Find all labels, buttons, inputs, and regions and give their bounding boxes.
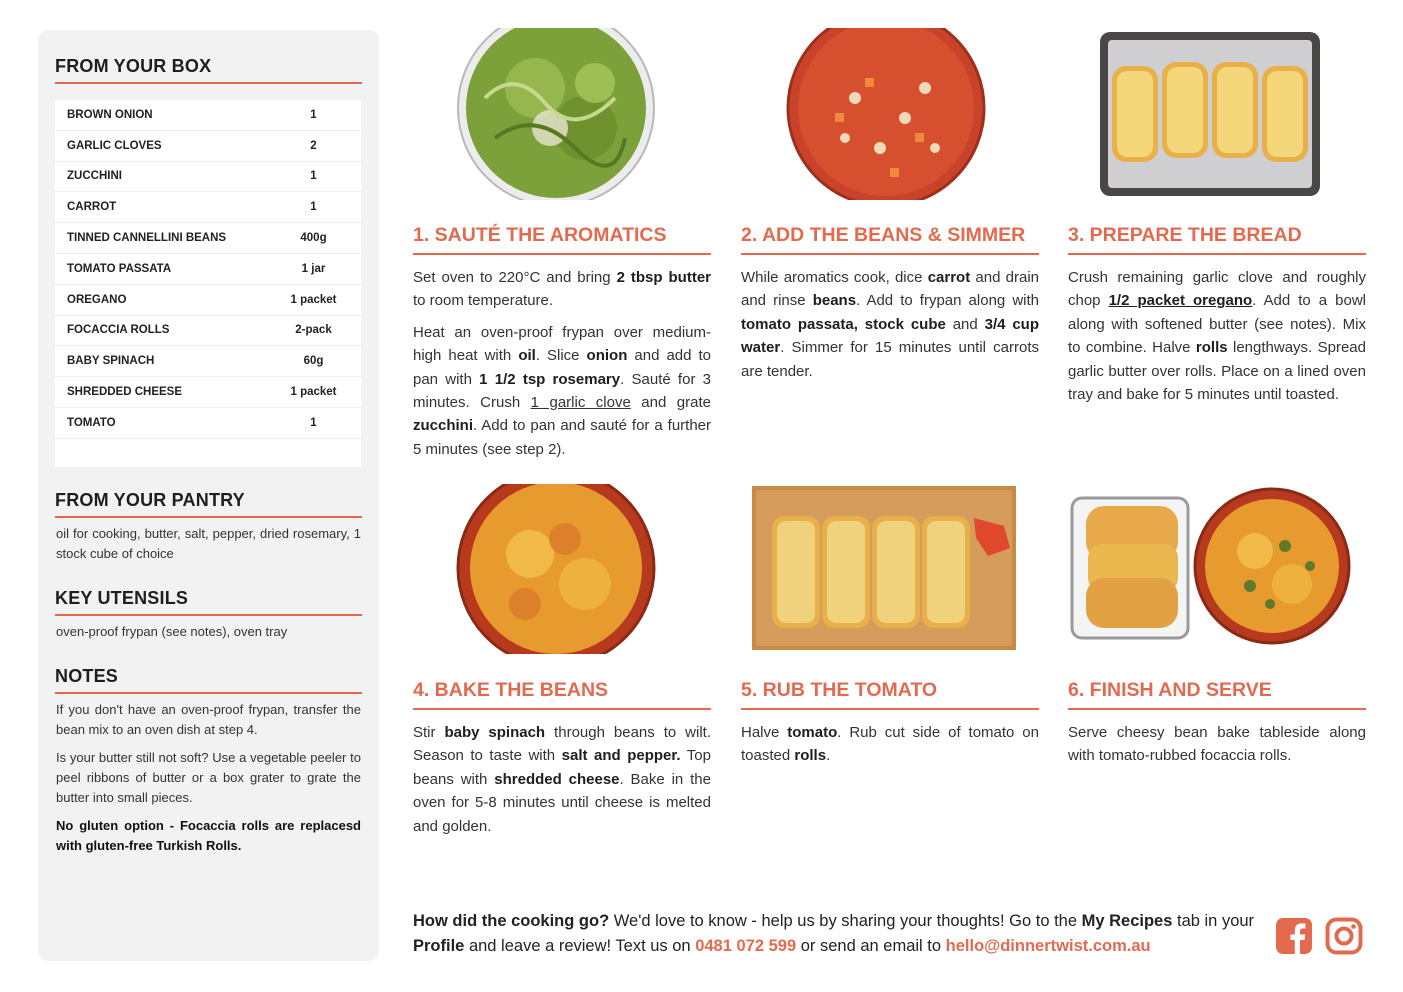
ingredient-qty: 2-pack (295, 324, 332, 337)
step-5-title: 5. RUB THE TOMATO (741, 679, 938, 701)
ingredient-name: TOMATO (67, 416, 116, 429)
ingredients-table (55, 100, 361, 467)
step-5-image (752, 486, 1016, 650)
ingredient-name: TOMATO PASSATA (67, 262, 172, 275)
ingredient-row (55, 346, 361, 377)
ingredient-name: BABY SPINACH (67, 355, 155, 368)
step-2-body: While aromatics cook, dice carrot and drain and rinse beans. Add to frypan along with tomato passata, stock cube and 3/4 cup water. Simmer for 15 minutes until carrots are tender. (741, 269, 1039, 380)
utensils-text: oven-proof frypan (see notes), oven tray (56, 624, 288, 639)
ingredient-name: TINNED CANNELLINI BEANS (67, 232, 227, 245)
ingredient-qty: 1 packet (290, 293, 337, 306)
step-3-rule (1068, 253, 1366, 255)
ingredient-name: OREGANO (67, 293, 127, 306)
ingredient-name: FOCACCIA ROLLS (67, 324, 170, 337)
ingredient-row (55, 408, 361, 439)
ingredient-qty: 1 (310, 416, 317, 429)
ingredient-qty: 1 (310, 108, 317, 121)
pantry-heading: FROM YOUR PANTRY (55, 490, 245, 510)
facebook-icon[interactable] (1275, 917, 1313, 955)
ingredient-row (55, 285, 361, 316)
ingredient-row (55, 254, 361, 285)
step-1-title: 1. SAUTÉ THE AROMATICS (413, 224, 667, 246)
ingredient-name: SHREDDED CHEESE (67, 386, 183, 399)
step-4-title: 4. BAKE THE BEANS (413, 679, 609, 701)
step-4-rule (413, 708, 711, 710)
ingredient-row (55, 131, 361, 162)
ingredient-name: GARLIC CLOVES (67, 139, 162, 152)
step-5-body: Halve tomato. Rub cut side of tomato on toasted rolls. (741, 724, 1039, 765)
ingredient-row (55, 316, 361, 347)
ingredient-row (55, 223, 361, 254)
pantry-text: oil for cooking, butter, salt, pepper, dried rosemary, 1 stock cube of choice (56, 526, 361, 561)
step-6-image (1070, 486, 1352, 648)
utensils-heading: KEY UTENSILS (55, 588, 189, 608)
step-4-image (455, 484, 657, 654)
ingredient-qty: 2 (310, 139, 317, 152)
pantry-heading-rule (55, 516, 362, 518)
box-heading-rule (55, 82, 362, 84)
utensils-heading-rule (55, 614, 362, 616)
step-6-title: 6. FINISH AND SERVE (1068, 679, 1272, 701)
step-2-rule (741, 253, 1039, 255)
step-1-body: Set oven to 220°C and bring 2 tbsp butter to room temperature. Heat an oven-proof frypan over medium-high heat with oil. Slice onion and add to pan with 1 1/2 tsp rosemary. Sauté for 3 minutes. Crush 1 garlic clove and grate zucchini. Add to pan and sauté for a further 5 minutes (see step 2). (413, 269, 712, 458)
step-3-title: 3. PREPARE THE BREAD (1068, 224, 1302, 246)
note-1: If you don't have an oven-proof frypan, transfer the bean mix to an oven dish at step 4. (56, 702, 361, 737)
step-3-body: Crush remaining garlic clove and roughly chop 1/2 packet oregano. Add to a bowl along with softened butter (see notes). Mix to combine. Halve rolls lengthways. Spread garlic butter over rolls. Place on a lined oven tray and bake for 5 minutes until toasted. (1068, 269, 1367, 404)
notes-heading: NOTES (55, 666, 119, 686)
step-3-image (1098, 30, 1322, 198)
step-1-image (455, 28, 657, 200)
ingredient-qty: 400g (300, 232, 327, 245)
email-link[interactable]: hello@dinnertwist.com.au (945, 937, 1151, 955)
step-2-image (785, 28, 987, 200)
note-3: No gluten option - Focaccia rolls are replacesd with gluten-free Turkish Rolls. (56, 818, 361, 853)
ingredient-name: CARROT (67, 201, 117, 214)
ingredient-name: BROWN ONION (67, 108, 153, 121)
sidebar (38, 30, 379, 961)
ingredient-qty: 60g (303, 355, 324, 368)
step-1-rule (413, 253, 711, 255)
ingredient-row (55, 377, 361, 408)
step-6-rule (1068, 708, 1366, 710)
step-5-rule (741, 708, 1039, 710)
box-heading: FROM YOUR BOX (55, 56, 212, 76)
step-4-body: Stir baby spinach through beans to wilt. Season to taste with salt and pepper. Top beans with shredded cheese. Bake in the oven for 5-8 minutes until cheese is melted and golden. (413, 724, 712, 835)
ingredient-qty: 1 (310, 170, 317, 183)
ingredient-qty: 1 jar (301, 262, 326, 275)
phone-link[interactable]: 0481 072 599 (695, 937, 797, 955)
step-6-body: Serve cheesy bean bake tableside along with tomato-rubbed focaccia rolls. (1068, 724, 1366, 765)
step-2-title: 2. ADD THE BEANS & SIMMER (741, 224, 1026, 246)
ingredient-row (55, 192, 361, 223)
ingredient-row (55, 100, 361, 131)
notes-heading-rule (55, 692, 362, 694)
note-2: Is your butter still not soft? Use a vegetable peeler to peel ribbons of butter or a box grater to grate the butter into small pieces. (56, 750, 361, 805)
instagram-icon[interactable] (1325, 917, 1363, 955)
feedback-footer: How did the cooking go? We'd love to know - help us by sharing your thoughts! Go to the My Recipes tab in your Profile and leave a review! Text us on 0481 072 599 or send an email to hello@dinnertwist.com.au (413, 912, 1255, 955)
ingredient-qty: 1 packet (290, 386, 337, 399)
ingredient-row (55, 162, 361, 193)
ingredient-qty: 1 (310, 201, 317, 214)
ingredient-name: ZUCCHINI (67, 170, 122, 183)
